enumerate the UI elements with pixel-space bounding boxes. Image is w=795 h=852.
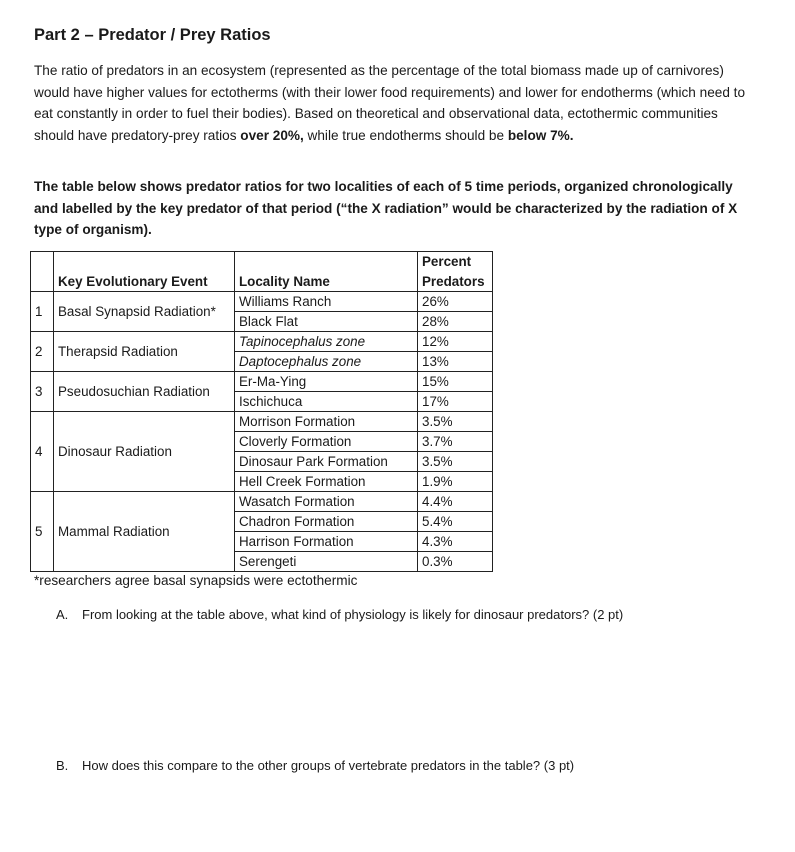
group-number: 5 xyxy=(31,492,54,572)
predator-ratio-table xyxy=(30,251,493,572)
header-event: Key Evolutionary Event xyxy=(54,271,235,292)
header-num-blank xyxy=(31,252,54,272)
percent-cell: 26% xyxy=(418,292,493,312)
header-num xyxy=(31,271,54,292)
locality-cell: Wasatch Formation xyxy=(235,492,418,512)
header-row-top xyxy=(31,252,493,272)
page-title: Part 2 – Predator / Prey Ratios xyxy=(34,26,271,44)
header-event-blank xyxy=(54,252,235,272)
locality-cell: Williams Ranch xyxy=(235,292,418,312)
intro-bold-2: below 7%. xyxy=(507,127,574,143)
percent-cell: 12% xyxy=(418,332,493,352)
group-event: Basal Synapsid Radiation* xyxy=(54,292,235,332)
group-number: 1 xyxy=(31,292,54,332)
percent-cell: 3.5% xyxy=(418,452,493,472)
group-number: 3 xyxy=(31,372,54,412)
question-b xyxy=(56,758,574,773)
group-event: Therapsid Radiation xyxy=(54,332,235,372)
header-locality-blank xyxy=(235,252,418,272)
table-row xyxy=(31,412,493,432)
locality-cell xyxy=(235,352,418,372)
percent-cell: 4.3% xyxy=(418,532,493,552)
table-row xyxy=(31,292,493,312)
group-number: 2 xyxy=(31,332,54,372)
locality-cell: Hell Creek Formation xyxy=(235,472,418,492)
question-a-label: A. xyxy=(56,607,69,622)
question-b-text: How does this compare to the other groups of vertebrate predators in the table? (3 pt) xyxy=(82,758,575,773)
question-a-text: From looking at the table above, what kind of physiology is likely for dinosaur predators? (2 pt) xyxy=(82,607,624,622)
table-footnote: *researchers agree basal synapsids were ectothermic xyxy=(34,573,358,588)
group-event: Pseudosuchian Radiation xyxy=(54,372,235,412)
percent-cell: 1.9% xyxy=(418,472,493,492)
intro-bold-1: over 20%, xyxy=(240,127,304,143)
header-percent-top: Percent xyxy=(418,252,493,272)
intro-text-1: The ratio of predators in an ecosystem (represented as the percentage of the total biomass made up of carnivores) would have higher values for ectotherms (with their lower food requirements) and lower for endotherms (which need to eat constantly in order to fuel their bodies). Based on theoretical and observational data, ectothermic communities should have predatory-prey ratios xyxy=(34,63,746,143)
locality-cell: Chadron Formation xyxy=(235,512,418,532)
percent-cell: 4.4% xyxy=(418,492,493,512)
locality-cell: Cloverly Formation xyxy=(235,432,418,452)
percent-cell: 0.3% xyxy=(418,552,493,572)
group-event: Mammal Radiation xyxy=(54,492,235,572)
locality-cell: Er-Ma-Ying xyxy=(235,372,418,392)
intro-text-2: while true endotherms should be xyxy=(303,127,508,143)
group-event: Dinosaur Radiation xyxy=(54,412,235,492)
table-row xyxy=(31,492,493,512)
intro-paragraph xyxy=(34,60,756,146)
locality-cell: Serengeti xyxy=(235,552,418,572)
locality-cell: Dinosaur Park Formation xyxy=(235,452,418,472)
header-locality: Locality Name xyxy=(235,271,418,292)
percent-cell: 17% xyxy=(418,392,493,412)
header-row xyxy=(31,271,493,292)
percent-cell: 13% xyxy=(418,352,493,372)
locality-cell: Morrison Formation xyxy=(235,412,418,432)
locality-cell: Black Flat xyxy=(235,312,418,332)
locality-cell: Ischichuca xyxy=(235,392,418,412)
locality-italic: Daptocephalus zone xyxy=(239,354,362,369)
percent-cell: 3.5% xyxy=(418,412,493,432)
question-b-label: B. xyxy=(56,758,69,773)
percent-cell: 28% xyxy=(418,312,493,332)
percent-cell: 3.7% xyxy=(418,432,493,452)
locality-cell xyxy=(235,332,418,352)
question-a xyxy=(56,607,623,622)
table-row xyxy=(31,372,493,392)
table-row xyxy=(31,332,493,352)
percent-cell: 5.4% xyxy=(418,512,493,532)
table-lead-paragraph: The table below shows predator ratios for two localities of each of 5 time periods, organized chronologically and labelled by the key predator of that period (“the X radiation” would be characterized by the radiation of X type of organism). xyxy=(34,179,738,237)
locality-cell: Harrison Formation xyxy=(235,532,418,552)
header-percent-bottom: Predators xyxy=(418,271,493,292)
locality-italic: Tapinocephalus zone xyxy=(239,334,366,349)
percent-cell: 15% xyxy=(418,372,493,392)
group-number: 4 xyxy=(31,412,54,492)
